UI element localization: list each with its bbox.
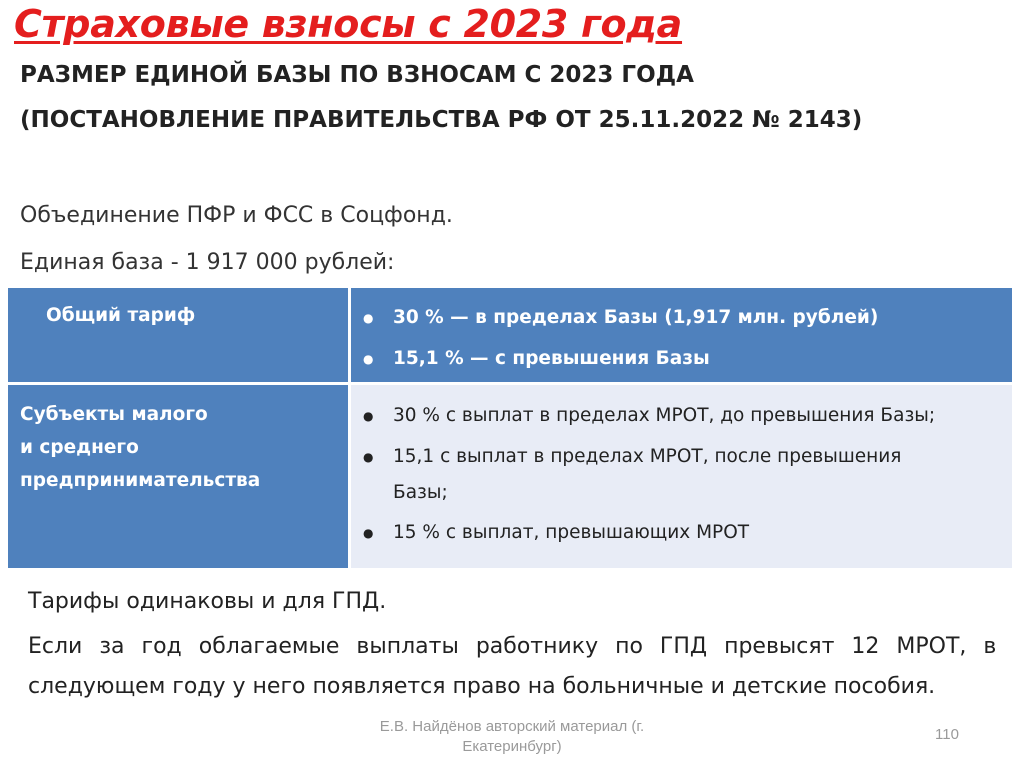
sme-bullet-1 [363, 399, 935, 433]
general-tariff-bullet-2-text: 15,1 % — с превышения Базы [393, 348, 710, 369]
table-row-general-tariff [8, 288, 1012, 382]
general-tariff-bullet-1 [363, 301, 878, 335]
subtitle-line-1: РАЗМЕР ЕДИНОЙ БАЗЫ ПО ВЗНОСАМ С 2023 ГОДА [20, 62, 694, 88]
general-tariff-label-cell [8, 288, 348, 382]
sme-label-line-1: Субъекты малого [20, 404, 208, 425]
sme-bullet-2 [363, 440, 901, 474]
sme-label [20, 398, 340, 497]
general-tariff-bullet-1-text: 30 % — в пределах Базы (1,917 млн. рублей) [393, 307, 879, 328]
bullet-dot-icon: ● [363, 310, 374, 325]
general-tariff-bullet-2 [363, 342, 710, 376]
sme-label-line-2: и среднего [20, 437, 139, 458]
bullet-dot-icon: ● [363, 525, 374, 540]
sme-label-cell [8, 385, 348, 568]
sme-bullet-3-text: 15 % с выплат, превышающих МРОТ [393, 522, 750, 543]
sme-rates-cell [351, 385, 1012, 568]
sme-bullet-2-continuation: Базы; [393, 482, 448, 503]
intro-line-2: Единая база - 1 917 000 рублей: [20, 250, 395, 275]
outro-line-1: Тарифы одинаковы и для ГПД. [28, 589, 387, 614]
footer-author [340, 717, 684, 757]
sme-bullet-3 [363, 516, 749, 550]
subtitle-line-2: (ПОСТАНОВЛЕНИЕ ПРАВИТЕЛЬСТВА РФ ОТ 25.11.2022 № 2143) [20, 107, 863, 133]
outro-line-3: следующем году у него появляется право на больничные и детские пособия. [28, 674, 936, 699]
tariff-table [8, 288, 1012, 568]
footer-author-line-2: Екатеринбург) [462, 738, 562, 755]
footer-author-line-1: Е.В. Найдёнов авторский материал (г. [379, 718, 645, 735]
table-row-sme [8, 385, 1012, 568]
slide-title: Страховые взносы с 2023 года [14, 2, 683, 46]
general-tariff-rates-cell [351, 288, 1012, 382]
intro-line-1: Объединение ПФР и ФСС в Соцфонд. [20, 203, 453, 228]
sme-bullet-1-text: 30 % с выплат в пределах МРОТ, до превышения Базы; [393, 405, 936, 426]
bullet-dot-icon: ● [363, 351, 374, 366]
bullet-dot-icon: ● [363, 449, 374, 464]
sme-label-line-3: предпринимательства [20, 470, 261, 491]
outro-line-2: Если за год облагаемые выплаты работнику по ГПД превысят 12 МРОТ, в [28, 634, 997, 659]
general-tariff-label: Общий тариф [46, 305, 196, 326]
sme-bullet-2-text: 15,1 с выплат в пределах МРОТ, после превышения [393, 446, 902, 467]
page-number: 110 [935, 726, 959, 743]
bullet-dot-icon: ● [363, 408, 374, 423]
